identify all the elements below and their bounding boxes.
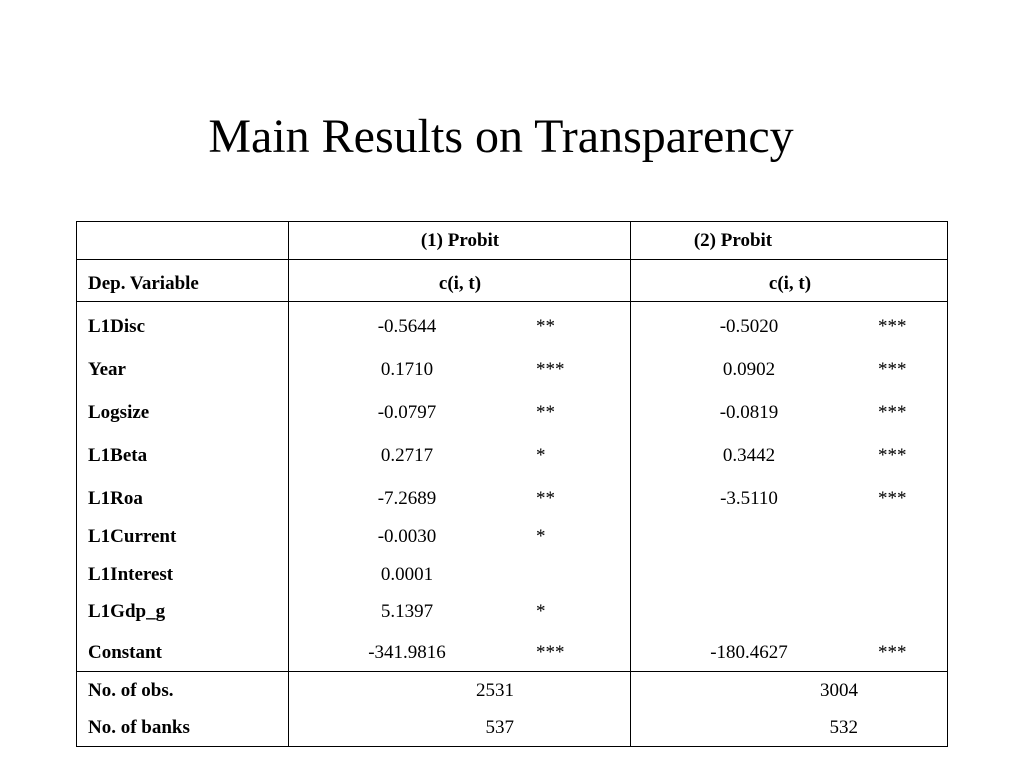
coef-col1: -0.0797 [377, 402, 437, 423]
footer-obs-col1: 2531 [476, 680, 514, 701]
row-label: L1Disc [88, 316, 145, 337]
dep-variable-divider [76, 301, 948, 302]
footer-banks-col1: 537 [485, 717, 514, 738]
header-model-2: (2) Probit [693, 230, 773, 251]
coef-col1: -0.5644 [377, 316, 437, 337]
row-label: L1Interest [88, 564, 174, 585]
footer-divider [76, 671, 948, 672]
coef-col2: 0.3442 [722, 445, 776, 466]
row-label: L1Roa [88, 488, 143, 509]
coef-col1: 0.1710 [380, 359, 434, 380]
header-model-1: (1) Probit [420, 230, 500, 251]
stars-col1: ** [536, 488, 555, 509]
stars-col1: * [536, 526, 546, 547]
row-label: L1Beta [88, 445, 148, 466]
column-divider-1 [288, 221, 289, 747]
row-label: Year [88, 359, 126, 380]
footer-label-banks: No. of banks [88, 717, 190, 738]
coef-col1: -341.9816 [368, 642, 446, 663]
dep-variable-col2: c(i, t) [768, 273, 812, 294]
dep-variable-label: Dep. Variable [88, 273, 199, 294]
column-divider-2 [630, 221, 631, 747]
stars-col1: * [536, 601, 546, 622]
coef-col1: -0.0030 [377, 526, 437, 547]
stars-col1: * [536, 445, 546, 466]
stars-col2: *** [878, 642, 907, 663]
stars-col1: ** [536, 402, 555, 423]
footer-banks-col2: 532 [829, 717, 858, 738]
coef-col2: -180.4627 [710, 642, 788, 663]
footer-obs-col2: 3004 [820, 680, 858, 701]
coef-col1: 0.0001 [380, 564, 434, 585]
dep-variable-col1: c(i, t) [438, 273, 482, 294]
row-label: L1Gdp_g [88, 601, 166, 622]
footer-label-obs: No. of obs. [88, 680, 174, 701]
stars-col2: *** [878, 316, 907, 337]
stars-col1: *** [536, 642, 565, 663]
coef-col2: -0.5020 [719, 316, 779, 337]
stars-col2: *** [878, 359, 907, 380]
coef-col2: -3.5110 [720, 488, 778, 509]
stars-col1: *** [536, 359, 565, 380]
row-label: Constant [88, 642, 162, 663]
coef-col2: -0.0819 [719, 402, 779, 423]
slide-title: Main Results on Transparency [208, 110, 794, 163]
header-divider [76, 259, 948, 260]
stars-col2: *** [878, 445, 907, 466]
results-table [76, 221, 948, 747]
coef-col1: 0.2717 [380, 445, 434, 466]
stars-col2: *** [878, 488, 907, 509]
stars-col1: ** [536, 316, 555, 337]
coef-col1: 5.1397 [380, 601, 434, 622]
row-label: L1Current [88, 526, 177, 547]
row-label: Logsize [88, 402, 150, 423]
coef-col1: -7.2689 [377, 488, 437, 509]
coef-col2: 0.0902 [722, 359, 776, 380]
stars-col2: *** [878, 402, 907, 423]
